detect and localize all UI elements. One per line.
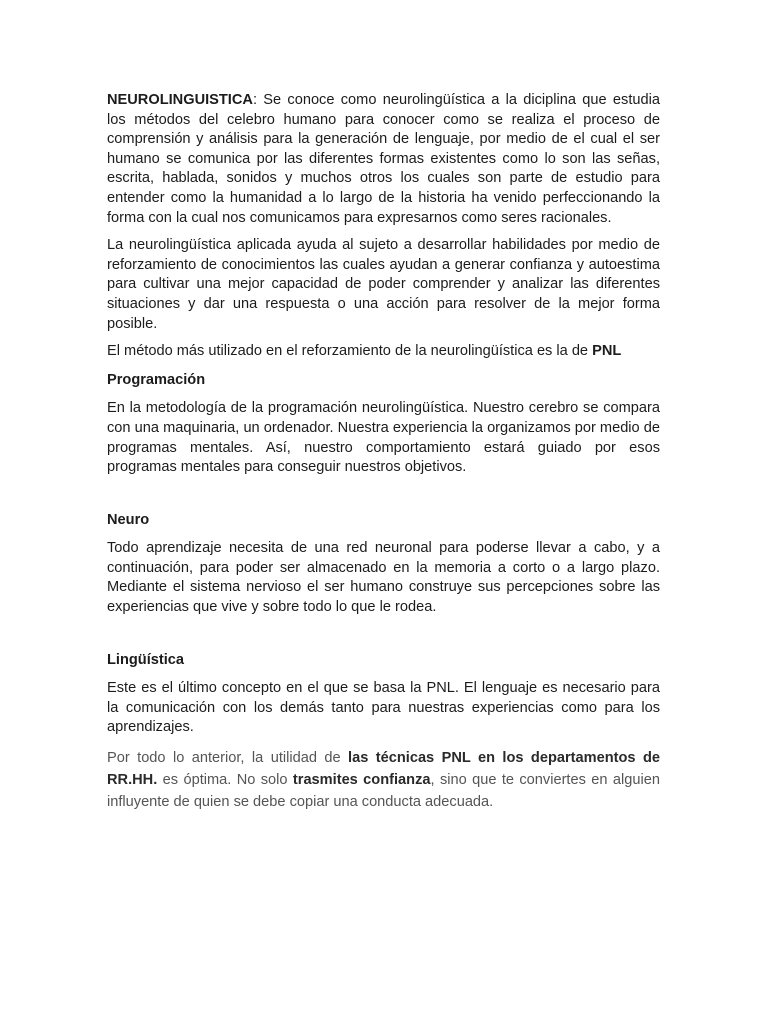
applied-paragraph: La neurolingüística aplicada ayuda al sujeto a desarrollar habilidades por medio de reforzamiento de conocimientos las cuales ayudan a generar confianza y autoestima para cultivar una mejor capacidad de poder comprender y analizar las diferentes situaciones y dar una respuesta o una acción para resolver de la mejor forma posible. [107,237,660,332]
conclusion-paragraph [107,747,660,813]
conclusion-part2: es óptima. No solo [157,772,293,789]
section-heading-linguistica: Lingüística [107,651,185,668]
conclusion-part1: Por todo lo anterior, la utilidad de [107,750,349,767]
method-emphasis: PNL [592,343,622,360]
conclusion-part3: , sino que te conviertes en alguien influyente de quien se debe copiar una conducta adecuada. [107,772,660,811]
section-heading-programacion: Programación [107,371,206,388]
intro-term: NEUROLINGUISTICA [107,92,253,108]
section-body-neuro: Todo aprendizaje necesita de una red neuronal para poderse llevar a cabo, y a continuación, para poder ser almacenado en la memoria a corto o a largo plazo. Mediante el sistema nervioso el ser humano construye sus percepciones sobre las experiencias que vive y sobre todo lo que le rodea. [107,540,660,616]
conclusion-bold2: trasmites confianza [292,772,431,789]
section-heading-neuro: Neuro [107,511,150,528]
method-paragraph [107,342,660,362]
section-body-programacion: En la metodología de la programación neurolingüística. Nuestro cerebro se compara con una maquinaria, un ordenador. Nuestra experiencia la organizamos por medio de programas mentales. Así, nuestro comportamiento estará guiado por esos programas mentales para conseguir nuestros objetivos. [107,400,660,476]
document-body [107,91,660,813]
conclusion-bold1: las técnicas PNL en los departamentos de RR.HH. [107,750,660,789]
section-body-linguistica: Este es el último concepto en el que se basa la PNL. El lenguaje es necesario para la comunicación con los demás tanto para nuestras experiencias como para los aprendizajes. [107,680,660,736]
intro-paragraph [107,91,660,228]
intro-text: : Se conoce como neurolingüística a la diciplina que estudia los métodos del celebro humano para conocer como se realiza el proceso de comprensión y análisis para la generación de lenguaje, por medio de el cual el ser humano se comunica por las diferentes formas existentes como lo son las señas, escrita, hablada, sonidos y muchos otros los cuales son parte de estudio para entender como la humanidad a lo largo de la historia ha venido perfeccionando la forma con la cual nos comunicamos para expresarnos como seres racionales. [107,92,660,226]
method-text: El método más utilizado en el reforzamiento de la neurolingüística es la de [107,343,593,360]
